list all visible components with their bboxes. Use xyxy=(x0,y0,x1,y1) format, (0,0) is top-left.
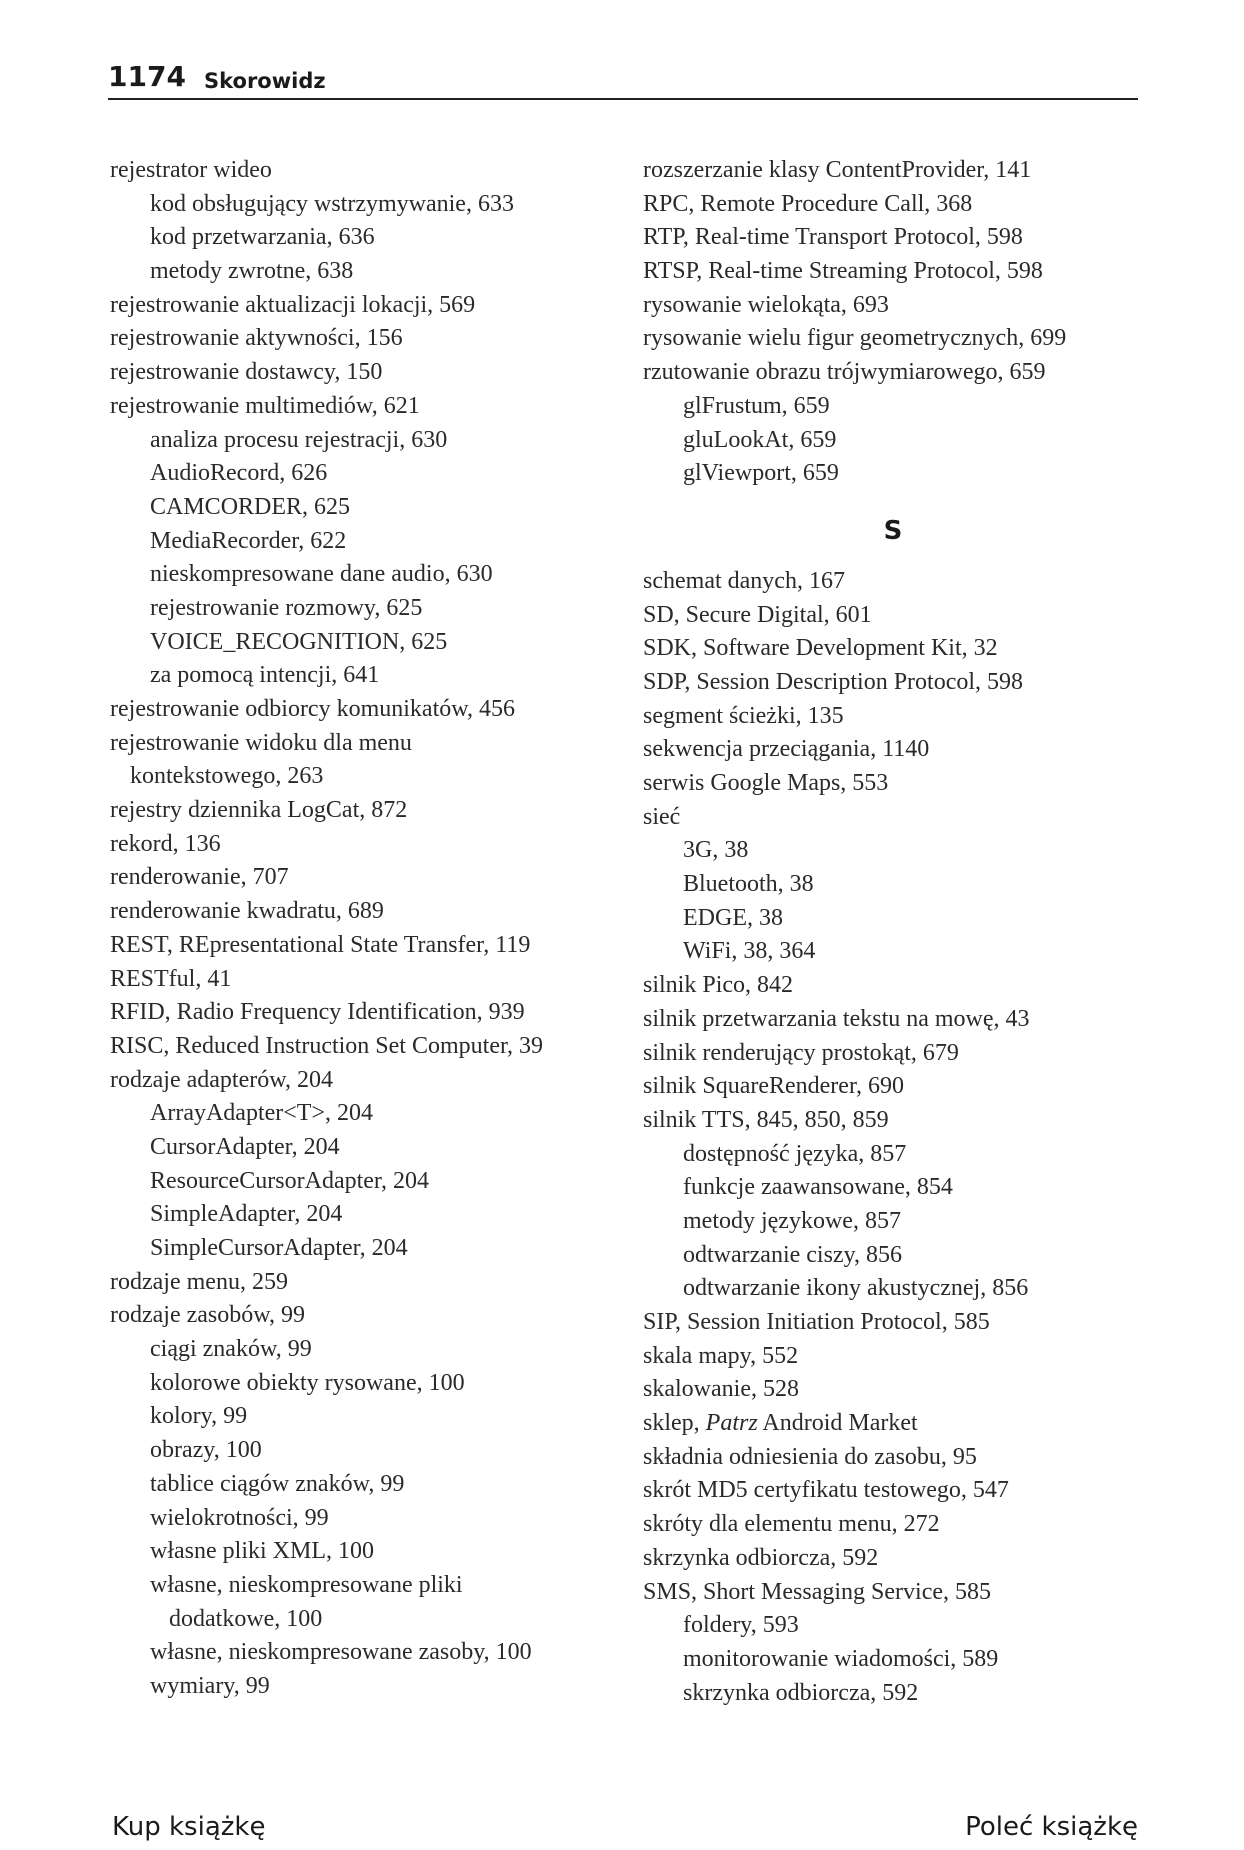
index-entry: RISC, Reduced Instruction Set Computer, 39 xyxy=(110,1032,543,1059)
index-entry: rejestrowanie odbiorcy komunikatów, 456 xyxy=(110,696,516,722)
index-entry: kolory, 99 xyxy=(150,1403,248,1430)
index-entry: foldery, 593 xyxy=(683,1612,799,1639)
index-entry: CursorAdapter, 204 xyxy=(150,1133,340,1160)
index-entry: rodzaje zasobów, 99 xyxy=(110,1302,306,1329)
index-entry: ciągi znaków, 99 xyxy=(150,1336,312,1363)
index-entry: WiFi, 38, 364 xyxy=(683,938,816,965)
index-entry: REST, REpresentational State Transfer, 119 xyxy=(110,931,531,958)
index-entry: rejestrowanie widoku dla menu xyxy=(110,729,412,756)
index-entry: serwis Google Maps, 553 xyxy=(643,770,889,796)
index-column-right xyxy=(643,154,1143,1710)
index-entry: RTP, Real-time Transport Protocol, 598 xyxy=(643,224,1023,251)
index-entry: skalowanie, 528 xyxy=(643,1376,799,1403)
index-entry: własne, nieskompresowane pliki xyxy=(150,1571,463,1598)
index-entry: 3G, 38 xyxy=(683,837,749,864)
index-entry: segment ścieżki, 135 xyxy=(643,702,844,729)
index-entry: skrzynka odbiorcza, 592 xyxy=(683,1679,919,1706)
index-entry: metody zwrotne, 638 xyxy=(150,258,354,285)
index-entry: rejestrowanie aktywności, 156 xyxy=(110,325,403,352)
index-entry: schemat danych, 167 xyxy=(643,567,845,594)
index-entry: obrazy, 100 xyxy=(150,1437,262,1464)
index-entry: silnik Pico, 842 xyxy=(643,972,794,999)
index-entry: rodzaje adapterów, 204 xyxy=(110,1066,334,1093)
index-entry: rejestrowanie multimediów, 621 xyxy=(110,392,420,419)
page-number: 1174 xyxy=(108,60,186,93)
index-entry: tablice ciągów znaków, 99 xyxy=(150,1470,405,1497)
index-entry: odtwarzanie ikony akustycznej, 856 xyxy=(683,1275,1029,1302)
index-entry: CAMCORDER, 625 xyxy=(150,493,351,520)
index-entry: MediaRecorder, 622 xyxy=(150,527,347,554)
index-entry: funkcje zaawansowane, 854 xyxy=(683,1174,953,1201)
index-entry: sieć xyxy=(643,803,681,830)
page-header xyxy=(108,62,1138,100)
index-entry: rekord, 136 xyxy=(110,830,221,857)
index-entry: SDP, Session Description Protocol, 598 xyxy=(643,668,1024,695)
index-group-r xyxy=(643,154,1143,491)
index-entry: gluLookAt, 659 xyxy=(683,426,837,453)
index-column-left xyxy=(110,154,630,1704)
index-entry: rejestrator wideo xyxy=(110,157,272,183)
index-entry: glFrustum, 659 xyxy=(683,392,830,419)
index-entry: RTSP, Real-time Streaming Protocol, 598 xyxy=(643,258,1043,285)
index-entry: sklep, Patrz Android Market xyxy=(643,1410,918,1437)
index-entry: kod przetwarzania, 636 xyxy=(150,224,375,251)
index-entry: odtwarzanie ciszy, 856 xyxy=(683,1241,903,1268)
index-entry: VOICE_RECOGNITION, 625 xyxy=(150,628,448,655)
index-entry: RPC, Remote Procedure Call, 368 xyxy=(643,190,973,217)
buy-book-link[interactable]: Kup książkę xyxy=(112,1812,266,1842)
index-entry: wielokrotności, 99 xyxy=(150,1504,329,1531)
index-letter-heading: S xyxy=(883,515,903,546)
index-entry: sekwencja przeciągania, 1140 xyxy=(643,736,930,763)
index-entry: analiza procesu rejestracji, 630 xyxy=(150,426,448,453)
section-title: Skorowidz xyxy=(204,69,326,93)
index-entry: kontekstowego, 263 xyxy=(130,763,324,790)
index-entry: ResourceCursorAdapter, 204 xyxy=(150,1167,429,1194)
index-entry: SDK, Software Development Kit, 32 xyxy=(643,635,998,662)
index-entry: silnik TTS, 845, 850, 859 xyxy=(643,1106,889,1133)
index-entry: SD, Secure Digital, 601 xyxy=(643,601,872,628)
index-entry: silnik SquareRenderer, 690 xyxy=(643,1073,904,1100)
index-entry: kod obsługujący wstrzymywanie, 633 xyxy=(150,190,514,217)
index-entry: monitorowanie wiadomości, 589 xyxy=(683,1645,999,1672)
index-entry: kolorowe obiekty rysowane, 100 xyxy=(150,1369,465,1396)
index-entry: własne, nieskompresowane zasoby, 100 xyxy=(150,1639,532,1666)
index-entry: za pomocą intencji, 641 xyxy=(150,662,380,689)
index-entry: SMS, Short Messaging Service, 585 xyxy=(643,1578,991,1605)
index-entry: ArrayAdapter<T>, 204 xyxy=(150,1100,373,1127)
index-entry: AudioRecord, 626 xyxy=(150,460,328,487)
index-entry: skróty dla elementu menu, 272 xyxy=(643,1511,940,1538)
index-entry: dostępność języka, 857 xyxy=(683,1140,907,1167)
index-entry: silnik przetwarzania tekstu na mowę, 43 xyxy=(643,1005,1030,1032)
index-entry: własne pliki XML, 100 xyxy=(150,1538,374,1565)
index-group-s xyxy=(643,565,1143,1710)
index-entry: rysowanie wielu figur geometrycznych, 699 xyxy=(643,325,1067,352)
index-entry: EDGE, 38 xyxy=(683,904,783,931)
index-entry: rejestrowanie dostawcy, 150 xyxy=(110,359,383,386)
recommend-book-link[interactable]: Poleć książkę xyxy=(965,1812,1138,1842)
index-entry: metody językowe, 857 xyxy=(683,1207,901,1234)
index-entry: renderowanie kwadratu, 689 xyxy=(110,898,384,925)
index-entry: RFID, Radio Frequency Identification, 939 xyxy=(110,999,525,1026)
index-entry: SimpleCursorAdapter, 204 xyxy=(150,1235,408,1261)
index-entry: rejestrowanie aktualizacji lokacji, 569 xyxy=(110,291,476,318)
index-entry: glViewport, 659 xyxy=(683,460,839,487)
index-entry: rozszerzanie klasy ContentProvider, 141 xyxy=(643,157,1032,183)
index-entry: SIP, Session Initiation Protocol, 585 xyxy=(643,1309,990,1335)
index-entry: silnik renderujący prostokąt, 679 xyxy=(643,1039,959,1066)
index-entry: skala mapy, 552 xyxy=(643,1342,799,1369)
index-entry: rysowanie wielokąta, 693 xyxy=(643,291,889,318)
index-entry: rzutowanie obrazu trójwymiarowego, 659 xyxy=(643,359,1046,386)
index-entry: SimpleAdapter, 204 xyxy=(150,1201,343,1228)
index-entry: RESTful, 41 xyxy=(110,965,232,992)
index-entry: nieskompresowane dane audio, 630 xyxy=(150,561,493,588)
index-entry: dodatkowe, 100 xyxy=(169,1605,323,1632)
index-entry: renderowanie, 707 xyxy=(110,864,289,891)
index-entry: rodzaje menu, 259 xyxy=(110,1268,288,1295)
index-entry: składnia odniesienia do zasobu, 95 xyxy=(643,1443,977,1470)
index-entry: rejestry dziennika LogCat, 872 xyxy=(110,797,408,824)
index-entry: rejestrowanie rozmowy, 625 xyxy=(150,594,423,621)
index-entry: wymiary, 99 xyxy=(150,1672,270,1699)
index-entry: skrzynka odbiorcza, 592 xyxy=(643,1544,879,1571)
index-entry: skrót MD5 certyfikatu testowego, 547 xyxy=(643,1477,1009,1504)
index-entry: Bluetooth, 38 xyxy=(683,871,814,898)
